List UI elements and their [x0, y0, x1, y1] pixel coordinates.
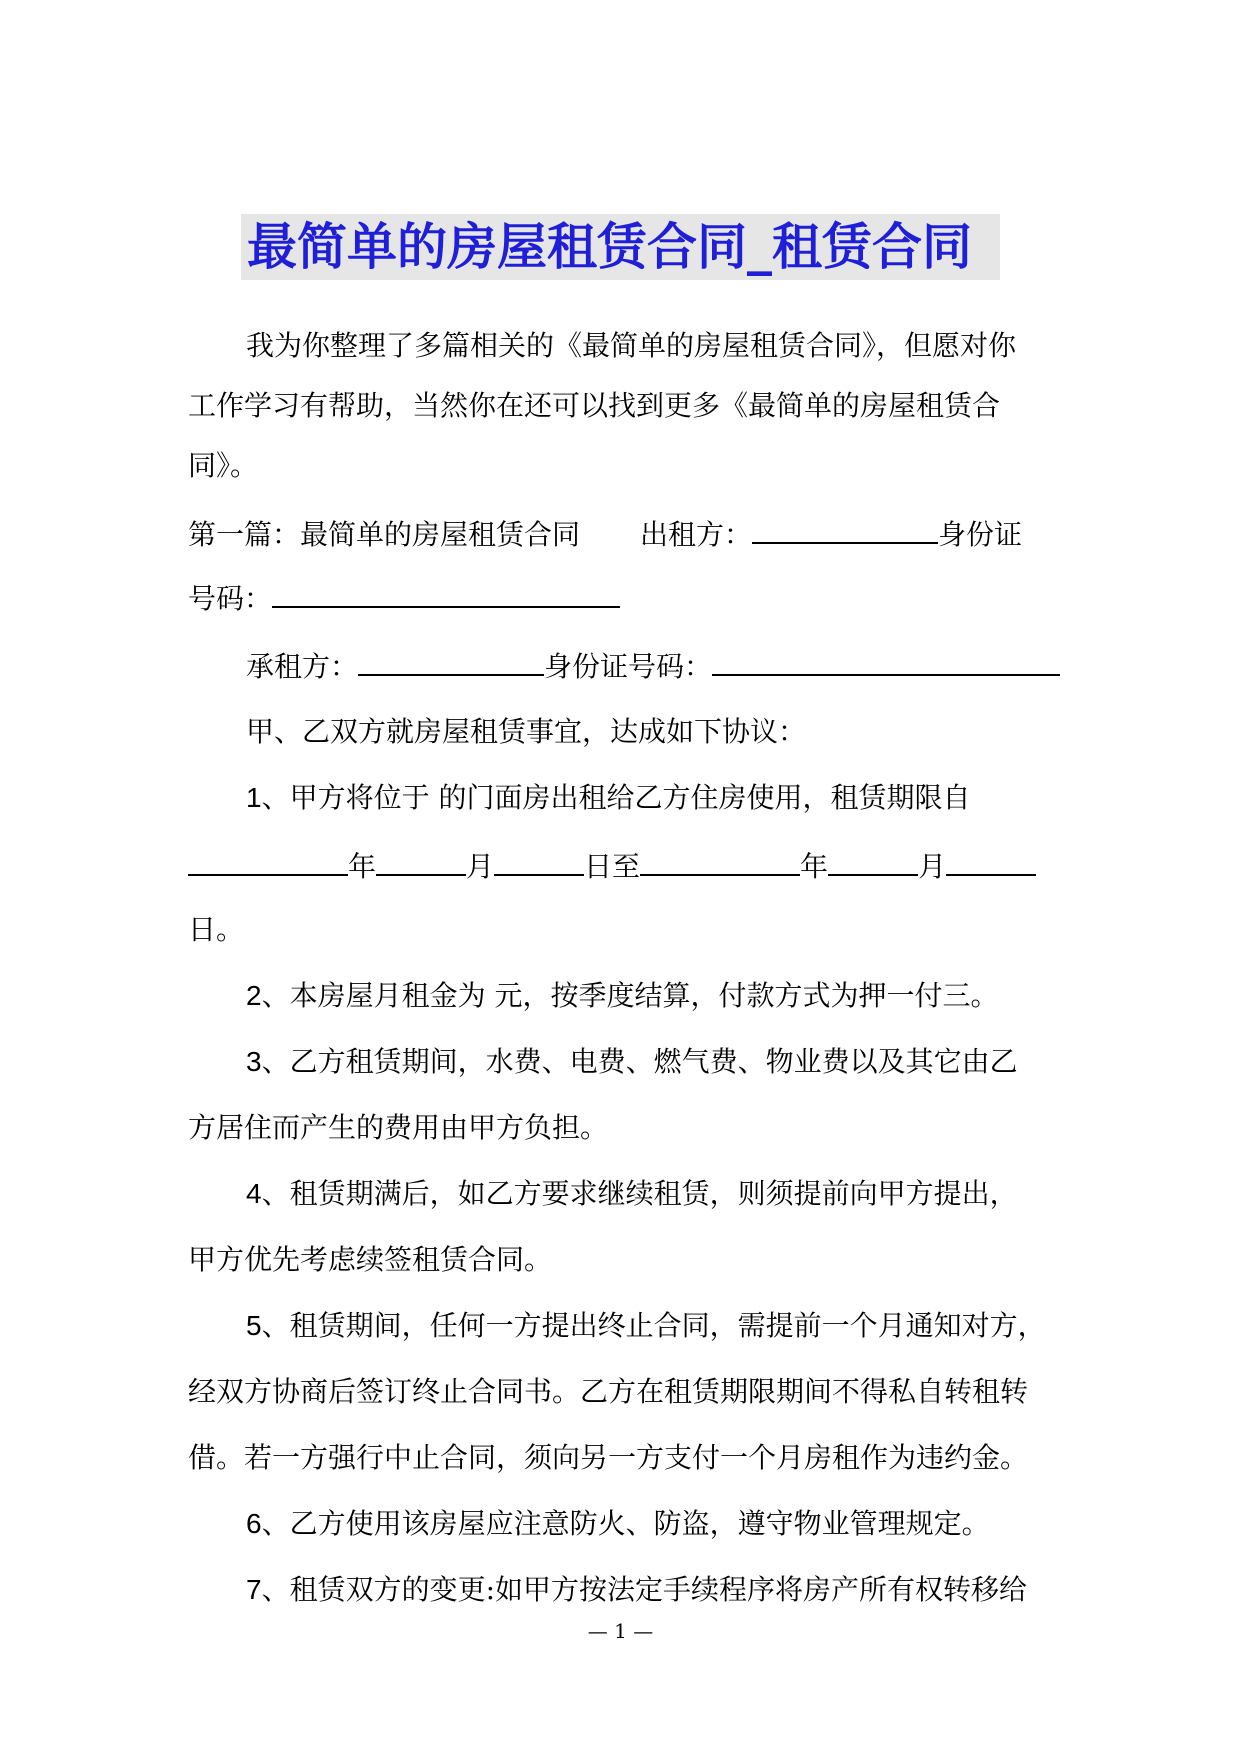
clause-3-line-1: [246, 1042, 1018, 1082]
month-label-2: 月: [918, 850, 947, 883]
year-label-1: 年: [348, 850, 377, 883]
clause-1-line-2: [188, 844, 1036, 887]
lessee-label: 承租方：: [246, 650, 359, 683]
month-label-1: 月: [466, 850, 495, 883]
id-label-a: 身份证: [938, 518, 1023, 551]
first-article-line: [188, 512, 1022, 555]
clause-3-number: 3: [246, 1046, 262, 1077]
clause-1-number: 1: [246, 782, 262, 813]
clause-4-line-2: 甲方优先考虑续签租赁合同。: [188, 1243, 553, 1276]
lessee-blank: [358, 644, 544, 676]
clause-3-text: 、乙方租赁期间，水费、电费、燃气费、物业费以及其它由乙: [261, 1045, 1018, 1078]
day-to-label: 日至: [584, 850, 641, 883]
clause-2-number: 2: [246, 980, 262, 1011]
clause-5-number: 5: [246, 1310, 262, 1341]
clause-1-line-3: 日。: [188, 913, 245, 946]
first-article-heading: 第一篇：最简单的房屋租赁合同: [188, 518, 581, 551]
id-label-b: 号码：: [188, 582, 273, 615]
clause-2-line: [246, 976, 998, 1016]
clause-5-line-2: 经双方协商后签订终止合同书。乙方在租赁期限期间不得私自转租转: [188, 1375, 1029, 1408]
end-year-blank: [640, 844, 800, 876]
clause-4-line-1: [246, 1174, 1018, 1214]
intro-line-2: 工作学习有帮助，当然你在还可以找到更多《最简单的房屋租赁合: [188, 389, 1001, 422]
start-month-blank: [376, 844, 466, 876]
agreement-line: 甲、乙双方就房屋租赁事宜，达成如下协议：: [246, 715, 807, 748]
page-number: — 1 —: [587, 1619, 654, 1643]
intro-line-1: 我为你整理了多篇相关的《最简单的房屋租赁合同》，但愿对你: [246, 329, 1017, 362]
clause-6-number: 6: [246, 1508, 262, 1539]
id-number-line: [188, 576, 620, 619]
lessee-id-blank: [712, 644, 1060, 676]
year-label-2: 年: [800, 850, 829, 883]
lessee-line: [246, 644, 1060, 687]
clause-7-number: 7: [246, 1574, 262, 1605]
clause-4-text: 、租赁期满后，如乙方要求继续租赁，则须提前向甲方提出，: [261, 1177, 1018, 1210]
clause-5-text: 、租赁期间，任何一方提出终止合同，需提前一个月通知对方，: [261, 1309, 1046, 1342]
clause-7-text: 、租赁双方的变更:如甲方按法定手续程序将房产所有权转移给: [261, 1573, 1028, 1606]
end-month-blank: [828, 844, 918, 876]
lessor-id-blank: [272, 576, 620, 608]
clause-5-line-3: 借。若一方强行中止合同，须向另一方支付一个月房租作为违约金。: [188, 1441, 1029, 1474]
clause-2-text: 、本房屋月租金为 元，按季度结算，付款方式为押一付三。: [261, 979, 999, 1012]
clause-5-line-1: [246, 1306, 1046, 1346]
clause-4-number: 4: [246, 1178, 262, 1209]
lessor-blank: [752, 512, 938, 544]
clause-1-line-1: [246, 778, 970, 818]
start-year-blank: [188, 844, 348, 876]
clause-7-line-1: [246, 1570, 1027, 1610]
lessee-id-label: 身份证号码：: [544, 650, 713, 683]
lessor-label: 出租方：: [640, 518, 753, 551]
clause-6-text: 、乙方使用该房屋应注意防火、防盗，遵守物业管理规定。: [261, 1507, 990, 1540]
end-day-blank: [946, 844, 1036, 876]
clause-3-line-2: 方居住而产生的费用由甲方负担。: [188, 1111, 609, 1144]
clause-1-text: 、甲方将位于 的门面房出租给乙方住房使用，租赁期限自: [261, 781, 971, 814]
title-wrap: [0, 214, 1241, 280]
intro-line-3: 同》。: [188, 449, 259, 482]
clause-6-line: [246, 1504, 990, 1544]
page-title: 最简单的房屋租赁合同_租赁合同: [241, 214, 1000, 280]
start-day-blank: [494, 844, 584, 876]
